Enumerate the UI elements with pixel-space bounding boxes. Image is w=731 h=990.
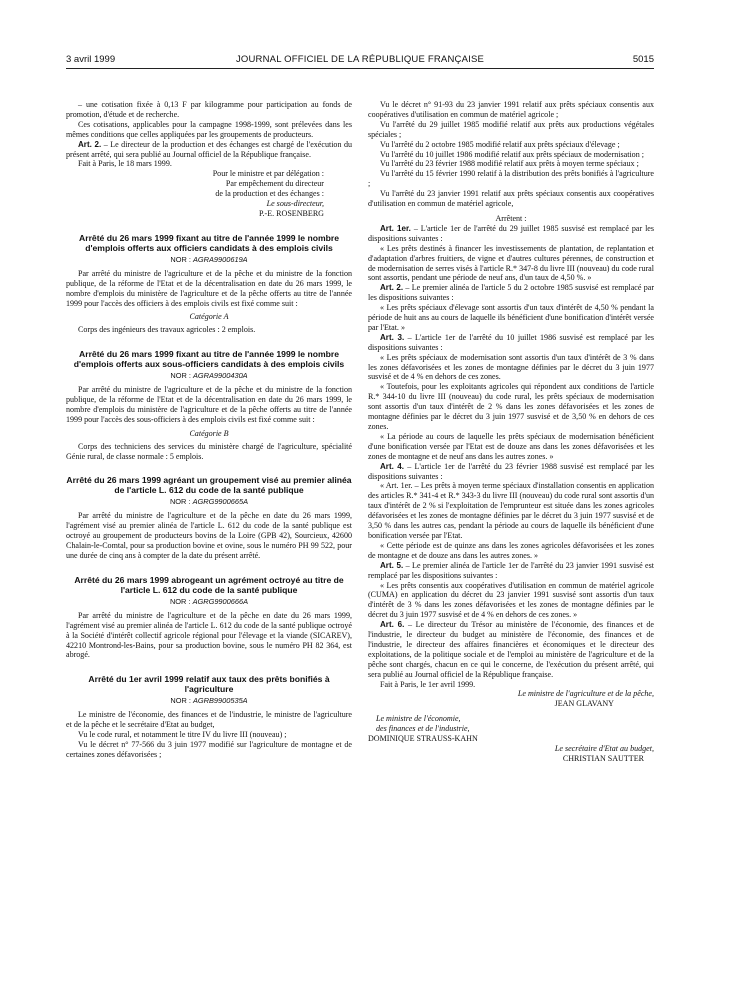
article-2 [66,140,352,160]
article-label: Art. 3. [380,332,405,342]
page-header [66,54,654,68]
signature-role: Le sous-directeur, [266,199,324,209]
nor-code: AGRA9900430A [192,371,248,381]
decree-title: Arrêté du 26 mars 1999 fixant au titre de l'année 1999 le nombre d'emplois offerts aux sous-officiers candidats à des emplois civils [73,349,345,370]
visa: Vu l'arrêté du 10 juillet 1986 modifié relatif aux prêts spéciaux de modernisation ; [380,149,644,159]
decree-title: Arrêté du 26 mars 1999 fixant au titre de l'année 1999 le nombre d'emplois offerts aux officiers candidats à des emplois civils [79,232,339,253]
quoted-text: « Les prêts spéciaux d'élevage sont assortis d'un taux d'intérêt de 4,50 % pendant la période de huit ans au cours de laquelle ils bénéficient d'une bonification d'intérêt versée par l'Etat. » [368,303,654,332]
nor-label: NOR : [170,371,193,381]
nor-label: NOR : [169,497,193,507]
nor-label: NOR : [169,596,193,606]
nor-code: AGRA9900619A [192,254,248,264]
signature-role: Le ministre de l'économie, [376,714,461,724]
paragraph: Par arrêté du ministre de l'agriculture et de la pêche en date du 26 mars 1999, l'agrément visé au premier alinéa de l'article L. 612 du code de la santé publique est octroyé au groupement de producteurs bovins de la Loire (GPB 42), Sourcieux, 42600 Chalain-le-Comtal, pour sa production bovine et ovine, sous le numéro PH 99 522, pour une durée de cinq ans à compter de la date du présent arrêté. [66,511,352,560]
decree-title: Arrêté du 1er avril 1999 relatif aux taux des prêts bonifiés à l'agriculture [88,674,330,695]
article-text: – L'article 1er de l'arrêté du 10 juillet 1986 susvisé est remplacé par les dispositions suivantes : [368,332,654,352]
nor-reference [66,371,352,381]
article-label: Art. 2. [380,283,404,293]
article-3 [368,333,654,353]
signature-date: Fait à Paris, le 1er avril 1999. [380,679,476,689]
nor-reference [66,255,352,265]
nor-reference [66,696,352,706]
visa: Vu l'arrêté du 23 janvier 1991 relatif aux prêts spéciaux consentis aux coopératives d'utilisation en commun de matériel agricole, [368,189,654,209]
nor-label: NOR : [170,254,193,264]
signature-role: Le secrétaire d'Etat au budget, [554,744,654,753]
signature-line: de la production et des échanges : [215,189,324,199]
quoted-text: « Les prêts destinés à financer les investissements de plantation, de replantation et d'adaptation d'arbres fruitiers, de vigne et d'autres cultures pérennes, de construction et de modernisation de serres visés à l'article R.* 347-8 du livre III (nouveau) du code rural sont assortis, pendant une période de neuf ans, d'un taux de 4,50 %. » [368,243,654,283]
quoted-text: « Les prêts consentis aux coopératives d'utilisation en commun de matériel agricole (CUMA) en application du décret du 23 janvier 1991 susvisé sont assortis d'un taux d'intérêt de 3 % dans les zones défavorisées et les zones de montagne définies par le décret du 3 juin 1977 susvisé et de 4 % en dehors de ces zones. » [368,580,654,620]
article-label: Art. 1er. [380,223,411,233]
visa: Vu le décret n° 91-93 du 23 janvier 1991 relatif aux prêts spéciaux consentis aux coopératives d'utilisation en commun de matériel agricole ; [368,100,654,119]
paragraph: Corps des techniciens des services du ministère chargé de l'agriculture, spécialité Génie rural, de classe normale : 5 emplois. [66,441,352,461]
quoted-text: « Cette période est de quinze ans dans les zones agricoles défavorisées et les zones de montagne et de douze ans dans les autres zones. » [368,540,654,560]
paragraph: Le ministre de l'économie, des finances et de l'industrie, le ministre de l'agriculture et de la pêche et le secrétaire d'Etat au budget, [66,710,352,730]
arretent-heading: Arrêtent : [495,213,527,223]
article-label: Art. 5. [380,560,404,570]
article-text: – Le premier alinéa de l'article 5 du 2 octobre 1985 susvisé est remplacé par les dispositions suivantes : [368,283,655,303]
signature-line: Pour le ministre et par délégation : [212,169,324,179]
decree-title: Arrêté du 26 mars 1999 agréant un groupement visé au premier alinéa de l'article L. 612 du code de la santé publique [66,475,352,496]
paragraph: Par arrêté du ministre de l'agriculture et de la pêche et du ministre de la fonction publique, de la réforme de l'Etat et de la décentralisation en date du 26 mars 1999, le nombre d'emplois du ministère de l'agriculture et de la pêche offerts au titre de l'année 1999 pour l'accès des officiers à des emplois civils est fixé comme suit : [66,268,352,308]
article-text: – Le premier alinéa de l'article 1er de l'arrêté du 23 janvier 1991 susvisé est remplacé par les dispositions suivantes : [368,560,654,580]
quoted-text: « Toutefois, pour les exploitants agricoles qui répondent aux conditions de l'article R.* 344-10 du livre III (nouveau) du code rural, les prêts spéciaux de modernisation sont assortis d'un taux d'intérêt de 2 % dans les zones défavorisées et les zones de montagne définies par le décret du 3 juin 1977 susvisé et de 3,50 % en dehors de ces zones. [368,382,654,431]
signature-date: Fait à Paris, le 18 mars 1999. [78,159,172,169]
paragraph: Corps des ingénieurs des travaux agricoles : 2 emplois. [78,325,256,335]
right-column [368,100,654,764]
nor-label: NOR : [170,696,193,706]
article-1 [368,224,654,244]
signature-name: CHRISTIAN SAUTTER [562,753,644,763]
signature-line: Par empêchement du directeur [225,179,324,189]
paragraph: Vu le code rural, et notamment le titre IV du livre III (nouveau) ; [78,730,287,740]
article-5 [368,561,654,581]
quoted-text: « Art. 1er. – Les prêts à moyen terme spéciaux d'installation consentis en application des articles R.* 341-4 et R.* 343-3 du livre III (nouveau) du code rural sont assortis d'un taux d'intérêt de 2 % si l'exploitation de l'emprunteur est située dans les zones agricoles défavorisées et les zones de montagne définies par le décret du 3 juin 1977 susvisé et de 3,50 % dans les autres cas, pendant la période au cours de laquelle ils bénéficient d'une bonification versée par l'Etat. [368,481,654,540]
header-journal-title: JOURNAL OFFICIEL DE LA RÉPUBLIQUE FRANÇAISE [235,54,485,65]
article-text: – L'article 1er de l'arrêté du 29 juillet 1985 susvisé est remplacé par les dispositions suivantes : [368,223,655,243]
signature-name: DOMINIQUE STRAUSS-KAHN [368,734,478,744]
paragraph: Par arrêté du ministre de l'agriculture et de la pêche en date du 26 mars 1999, l'agrément visé au premier alinéa de l'article L. 612 du code de la santé publique octroyé à la Société d'intérêt collectif agricole régional pour l'élevage et la viande (SICAREV), 42210 Montrond-les-Bains, pour sa production bovine, sous le numéro PH 82 364, est abrogé. [66,610,352,660]
category-heading: Catégorie B [189,428,229,438]
article-label: Art. 4. [380,461,405,471]
header-rule [66,68,654,69]
article-text: – Le directeur du Trésor au ministère de l'économie, des finances et de l'industrie, le directeur du budget au ministère de l'économie, des finances et de l'industrie, le directeur des affaires financières et économiques et le directeur des exploitations, de la politique sociale et de l'emploi au ministère de l'agriculture et de la pêche sont chargés, chacun en ce qui le concerne, de l'exécution du présent arrêté, qui sera publié au Journal officiel de la République française. [368,620,654,679]
category-heading: Catégorie A [189,312,229,322]
signature-name: P.-E. ROSENBERG [258,208,324,218]
visa: Vu l'arrêté du 23 février 1988 modifié relatif aux prêts à moyen terme spéciaux ; [380,159,639,169]
signature-role: Le ministre de l'agriculture et de la pêche, [517,689,654,699]
paragraph: – une cotisation fixée à 0,13 F par kilogramme pour participation au fonds de promotion, d'étude et de recherche. [66,100,352,119]
paragraph: Ces cotisations, applicables pour la campagne 1998-1999, sont prélevées dans les mêmes conditions que celles appliquées par les groupements de producteurs. [66,119,352,139]
article-label: Art. 6. [380,620,405,630]
left-column [66,100,352,760]
visa: Vu l'arrêté du 2 octobre 1985 modifié relatif aux prêts spéciaux d'élevage ; [380,139,620,149]
nor-reference [66,497,352,507]
article-label: Art. 2. [78,139,102,149]
header-date: 3 avril 1999 [66,54,116,65]
article-2 [368,283,654,303]
article-text: – L'article 1er de l'arrêté du 23 février 1988 susvisé est remplacé par les dispositions suivantes : [368,461,654,481]
visa: Vu l'arrêté du 15 février 1990 relatif à la distribution des prêts bonifiés à l'agriculture ; [368,169,654,189]
header-page-number: 5015 [632,54,654,65]
visa: Vu l'arrêté du 29 juillet 1985 modifié relatif aux prêts aux productions végétales spéciales ; [368,119,654,139]
quoted-text: « Les prêts spéciaux de modernisation sont assortis d'un taux d'intérêt de 3 % dans les zones défavorisées et les zones de montagne définies par le décret du 3 juin 1977 susvisé et de 4 % en dehors de ces zones. [368,352,654,382]
article-4 [368,462,654,482]
nor-code: AGRG9900665A [192,497,249,507]
nor-code: AGRG9900666A [192,596,249,606]
nor-reference [66,597,352,607]
signature-role: des finances et de l'industrie, [376,724,470,734]
nor-code: AGRB9900535A [192,696,248,706]
paragraph: Par arrêté du ministre de l'agriculture et de la pêche et du ministre de la fonction publique, de la réforme de l'Etat et de la décentralisation en date du 26 mars 1999, le nombre d'emplois du ministère de l'agriculture et de la pêche offerts au titre de l'année 1999 pour l'accès des sous-officiers à des emplois civils est fixé comme suit : [66,385,352,424]
quoted-text: « La période au cours de laquelle les prêts spéciaux de modernisation bénéficient d'une bonification versée par l'Etat est de douze ans dans les zones défavorisées et les zones de montagne et de neuf ans dans les autres zones. » [368,431,654,461]
article-6 [368,620,654,679]
signature-name: JEAN GLAVANY [554,699,614,709]
article-text: – Le directeur de la production et des échanges est chargé de l'exécution du présent arrêté, qui sera publié au Journal officiel de la République française. [66,139,352,159]
paragraph: Vu le décret n° 77-566 du 3 juin 1977 modifié sur l'agriculture de montagne et de certaines zones défavorisées ; [66,739,352,759]
decree-title: Arrêté du 26 mars 1999 abrogeant un agrément octroyé au titre de l'article L. 612 du code de la santé publique [74,574,344,595]
